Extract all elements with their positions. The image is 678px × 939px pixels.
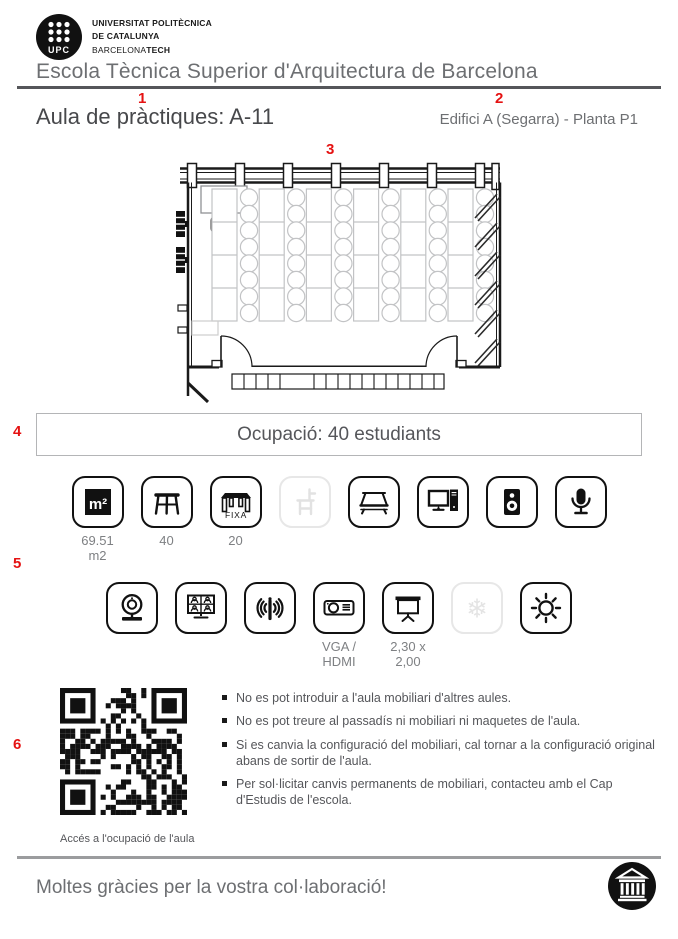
feature-area — [72, 476, 124, 564]
footer-thanks: Moltes gràcies per la vostra col·laboració! — [36, 877, 387, 898]
school-name: Escola Tècnica Superior d'Arquitectura de Barcelona — [36, 60, 538, 83]
chair-icon — [279, 476, 331, 528]
upc-logo-line2: DE CATALUNYA — [92, 31, 160, 42]
upc-logo-text — [92, 17, 212, 57]
fixed-tables-count: 20 — [228, 533, 243, 548]
videoconference-icon — [175, 582, 227, 634]
feature-webcam — [106, 582, 158, 639]
webcam-icon — [106, 582, 158, 634]
header-rule — [17, 86, 661, 89]
upc-logo-line1: UNIVERSITAT POLITÈCNICA — [92, 18, 212, 29]
feature-projection-screen — [382, 582, 434, 670]
bullet-item: Per sol·licitar canvis permanents de mobiliari, contacteu amb el Cap d'Estudis de l'escola. — [222, 776, 658, 809]
feature-air-conditioning — [451, 582, 503, 639]
feature-heating — [520, 582, 572, 639]
bullet-item: No es pot introduir a l'aula mobiliari d'altres aules. — [222, 690, 658, 706]
occupancy-label: Ocupació: 40 estudiants — [237, 423, 441, 445]
feature-fixed-tables — [210, 476, 262, 548]
bullet-square-icon — [222, 781, 227, 786]
svg-text:❄: ❄ — [466, 593, 488, 624]
feature-microphone — [555, 476, 607, 533]
feature-row-2 — [0, 582, 678, 670]
feature-chairs — [279, 476, 331, 533]
building-location: Edifici A (Segarra) - Planta P1 — [439, 111, 638, 128]
school-seal-temple-icon — [608, 862, 656, 910]
annotation-2: 2 — [495, 90, 504, 107]
bullet-square-icon — [222, 695, 227, 700]
floor-plan — [174, 155, 504, 403]
feature-lectern — [348, 476, 400, 533]
projector-connections: VGA / HDMI — [322, 639, 356, 670]
wifi-icon — [244, 582, 296, 634]
annotation-4: 4 — [13, 423, 22, 440]
annotation-5: 5 — [13, 555, 22, 572]
feature-videoconference — [175, 582, 227, 639]
area-icon — [72, 476, 124, 528]
computer-icon — [417, 476, 469, 528]
room-title: Aula de pràctiques: A-11 — [36, 104, 275, 129]
upc-acronym: UPC — [47, 45, 71, 55]
fixed-table-icon — [210, 476, 262, 528]
qr-code — [60, 688, 187, 815]
upc-logo-icon — [36, 14, 82, 60]
feature-computer — [417, 476, 469, 533]
projector-icon — [313, 582, 365, 634]
feature-wifi — [244, 582, 296, 639]
svg-text:m²: m² — [88, 496, 107, 513]
screen-size: 2,30 x 2,00 — [390, 639, 426, 670]
annotation-1: 1 — [138, 90, 147, 107]
annotation-6: 6 — [13, 736, 22, 753]
title-row — [36, 104, 642, 130]
feature-row-1 — [0, 476, 678, 564]
bullet-item: Si es canvia la configuració del mobiliari, cal tornar a la configuració original abans de sortir de l'aula. — [222, 737, 658, 770]
floor-plan-drawing — [174, 155, 504, 403]
projection-screen-icon — [382, 582, 434, 634]
microphone-icon — [555, 476, 607, 528]
annotation-3: 3 — [326, 141, 335, 158]
air-conditioning-icon — [451, 582, 503, 634]
feature-speaker — [486, 476, 538, 533]
feature-projector — [313, 582, 365, 670]
stools-count: 40 — [159, 533, 174, 548]
qr-caption: Accés a l'ocupació de l'aula — [60, 833, 195, 845]
area-value: 69.51 m2 — [81, 533, 114, 564]
stool-icon — [141, 476, 193, 528]
bullet-square-icon — [222, 742, 227, 747]
footer-rule — [17, 856, 661, 859]
qr-block — [60, 688, 210, 845]
info-bullets — [222, 690, 658, 816]
svg-text:FIXA: FIXA — [224, 510, 247, 520]
lectern-icon — [348, 476, 400, 528]
occupancy-box — [36, 413, 642, 456]
upc-logo — [36, 14, 212, 60]
feature-stools — [141, 476, 193, 548]
bullet-square-icon — [222, 718, 227, 723]
upc-logo-line3: BARCELONATECH — [92, 44, 171, 55]
speaker-icon — [486, 476, 538, 528]
bullet-item: No es pot treure al passadís ni mobiliari ni maquetes de l'aula. — [222, 713, 658, 729]
heating-icon — [520, 582, 572, 634]
